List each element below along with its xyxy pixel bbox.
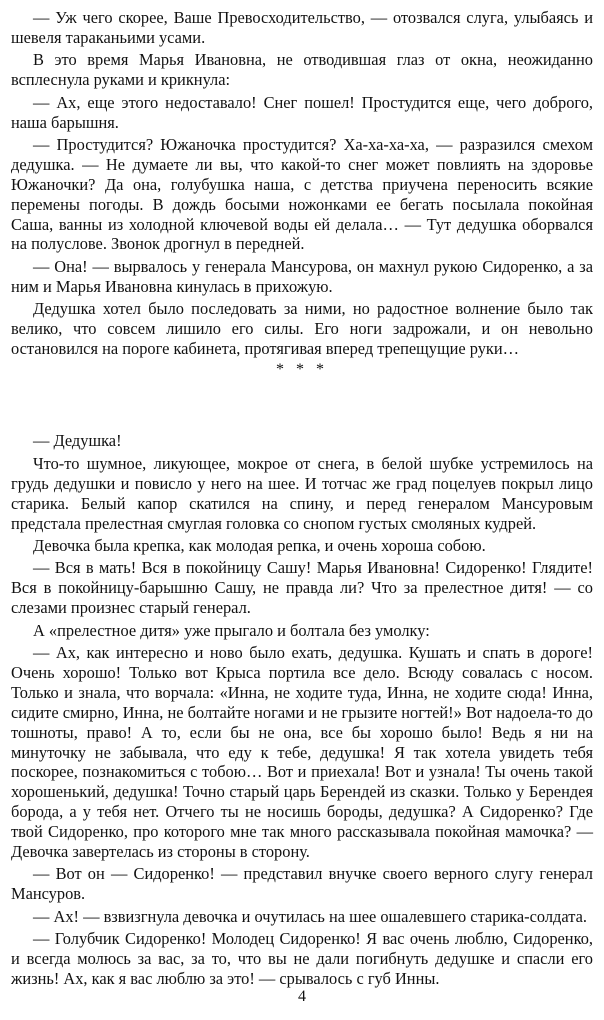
paragraph: — Дедушка!: [33, 431, 122, 451]
paragraph: А «прелестное дитя» уже прыгало и болтала без умолку:: [33, 620, 430, 640]
paragraph: Девочка была крепка, как молодая репка, и очень хороша собою.: [33, 535, 486, 555]
paragraph: — Ах, еще этого недоставало! Снег пошел! Простудится еще, чего доброго, наша барышня.: [11, 92, 593, 132]
paragraph: — Простудится? Южаночка простудится? Ха-ха-ха-ха, — разразился смехом дедушка. — Не думаете ли вы, что какой-то снег может повлиять на здоровье Южаночки? Да она, голубушка наша, с детства приучена переносить всякие перемены погоды. В дождь босыми ножонками ее бегать посылала покойная Саша, ванны из холодной ключевой воды ей делала… — Тут дедушка оборвался на полуслове. Звонок дрогнул в передней.: [11, 134, 593, 254]
paragraph: В это время Марья Ивановна, не отводившая глаз от окна, неожиданно всплеснула руками и крикнула:: [11, 50, 593, 90]
paragraph: — Голубчик Сидоренко! Молодец Сидоренко! Я вас очень люблю, Сидоренко, и всегда молюсь за вас, за то, что вы не дали погибнуть дедушке и спасли его жизнь! Ах, как я вас люблю за это! — срывалось с губ Инны.: [11, 929, 593, 988]
section-separator: * * *: [276, 361, 328, 379]
paragraph: — Ах, как интересно и ново было ехать, дедушка. Кушать и спать в дороге! Очень хорошо! Только вот Крыса портила все дело. Всюду совалась с носом. Только и знала, что ворчала: «Инна, не ходите туда, Инна, не ходите сюда! Инна, сидите смирно, Инна, не болтайте ногами и не грызите ногтей!» Вот надоела-то до тошноты, право! А то, если бы не она, все бы хорошо было! Ведь я ни на минуточку не забывала, что еду к тебе, дедушка! Я так хотела увидеть тебя поскорее, познакомиться с тобою… Вот и приехала! Вот и узнала! Ты очень такой хорошенький, дедушка! Точно старый царь Берендей из сказки. Только у Берендея борода, а у тебя нет. Отчего ты не носишь бороды, дедушка? А Сидоренко? Где твой Сидоренко, про которого мне так много рассказывала покойная мамочка? — Девочка завертелась из стороны в сторону.: [11, 642, 593, 862]
paragraph: — Уж чего скорее, Ваше Превосходительство, — отозвался слуга, улыбаясь и шевеля тараканьими усами.: [11, 8, 593, 47]
paragraph: Что-то шумное, ликующее, мокрое от снега, в белой шубке устремилось на грудь дедушки и повисло у него на шее. И тотчас же град поцелуев покрыл лицо старика. Белый капор скатился на спину, и перед генералом Мансуровым предстала прелестная смуглая головка со снопом густых смоляных кудрей.: [11, 453, 593, 533]
section-gap: [11, 379, 593, 431]
page-number: 4: [298, 988, 306, 1005]
page-text: [11, 8, 593, 991]
paragraph: — Вот он — Сидоренко! — представил внучке своего верного слугу генерал Мансуров.: [11, 864, 593, 904]
paragraph: — Она! — вырвалось у генерала Мансурова, он махнул рукою Сидоренко, а за ним и Марья Ивановна кинулась в прихожую.: [11, 256, 593, 296]
paragraph: Дедушка хотел было последовать за ними, но радостное волнение было так велико, что совсем лишило его силы. Его ноги задрожали, и он невольно остановился на пороге кабинета, протягивая вперед трепещущие руки…: [11, 299, 593, 358]
paragraph: — Вся в мать! Вся в покойницу Сашу! Марья Ивановна! Сидоренко! Глядите! Вся в покойницу-барышню Сашу, не правда ли? Что за прелестное дитя! — со слезами произнес старый генерал.: [11, 558, 593, 618]
paragraph: — Ах! — взвизгнула девочка и очутилась на шее ошалевшего старика-солдата.: [33, 906, 587, 926]
